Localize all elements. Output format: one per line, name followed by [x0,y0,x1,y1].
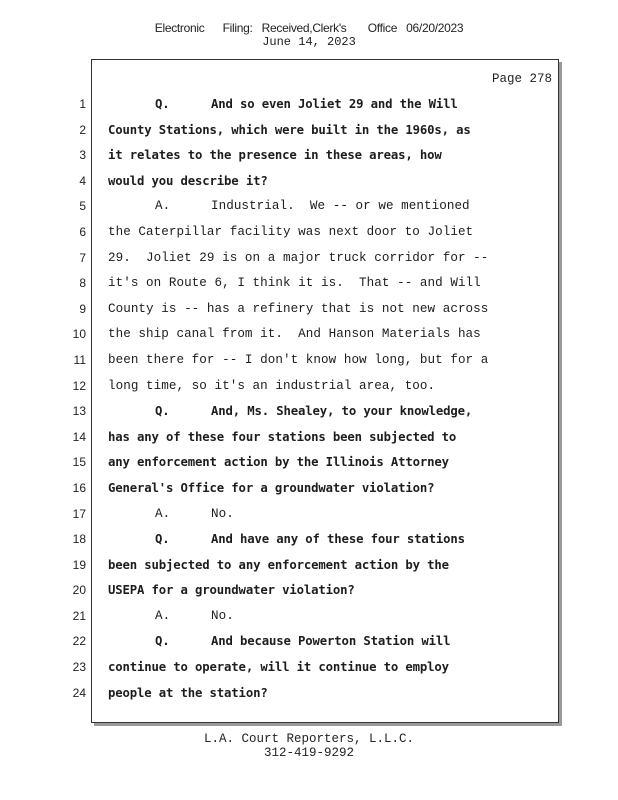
court-reporter-name: L.A. Court Reporters, L.L.C. [203,732,415,746]
line-number: 22 [72,634,86,649]
line-number: 15 [72,455,86,470]
transcript-line [108,246,548,272]
transcript-line [108,527,548,553]
answer-marker: A. [155,608,171,623]
page-number: Page 278 [491,72,552,86]
transcript-line-text: And because Powerton Station will [211,634,451,649]
line-number: 16 [72,480,86,495]
line-number: 7 [79,250,86,265]
transcript-line [108,322,548,348]
transcript-line [108,655,548,681]
line-number: 21 [72,608,86,623]
transcript-line-text: County is -- has a refinery that is not new across [108,301,489,316]
transcript-line [108,425,548,451]
transcript-line-text: been subjected to any enforcement action by the [108,557,449,572]
transcript-line [108,450,548,476]
transcript-line-text: continue to operate, will it continue to employ [108,660,449,675]
transcript-line-text: the ship canal from it. And Hanson Materials has [108,327,481,342]
transcript-line [108,399,548,425]
transcript-text [108,92,548,706]
line-number: 17 [72,506,86,521]
transcript-line-text: people at the station? [108,685,268,700]
transcript-line [108,118,548,144]
answer-marker: A. [155,506,171,521]
question-marker: Q. [155,634,170,649]
line-number: 6 [79,224,86,239]
transcript-line [108,297,548,323]
transcript-line-text: been there for -- I don't know how long, but for a [108,352,489,367]
transcript-date: June 14, 2023 [262,35,356,49]
transcript-line [108,92,548,118]
transcript-line [108,604,548,630]
transcript-line [108,194,548,220]
transcript-line [108,476,548,502]
question-marker: Q. [155,404,170,419]
line-number: 5 [79,199,86,214]
transcript-line [108,374,548,400]
transcript-line-text: long time, so it's an industrial area, too. [108,378,436,393]
question-marker: Q. [155,532,170,547]
transcript-line-text: it's on Route 6, I think it is. That -- and Will [108,276,481,291]
line-number: 20 [72,583,86,598]
line-number: 23 [72,660,86,675]
line-number: 9 [79,301,86,316]
transcript-line-text: Industrial. We -- or we mentioned [211,199,470,214]
transcript-line-text: any enforcement action by the Illinois Attorney [108,455,449,470]
line-number: 19 [72,557,86,572]
court-reporter-phone: 312-419-9292 [263,746,354,760]
transcript-line [108,681,548,707]
transcript-line-text: No. [211,608,234,623]
transcript-line-text: the Caterpillar facility was next door to Joliet [108,224,474,239]
transcript-line-text: And have any of these four stations [211,532,465,547]
transcript-line [108,629,548,655]
filing-stamp-header: Electronic Filing: Received,Clerk's Office 06/20/2023 [154,21,464,35]
transcript-line [108,220,548,246]
transcript-line-text: And so even Joliet 29 and the Will [211,97,458,111]
transcript-line-text: And, Ms. Shealey, to your knowledge, [211,404,473,419]
transcript-line-text: General's Office for a groundwater violation? [108,480,435,495]
transcript-line-text: County Stations, which were built in the 1960s, as [108,122,471,137]
transcript-line [108,553,548,579]
transcript-line-text: has any of these four stations been subjected to [108,429,457,444]
transcript-line [108,502,548,528]
transcript-line [108,271,548,297]
line-number: 3 [79,148,86,163]
transcript-line-text: USEPA for a groundwater violation? [108,583,355,598]
transcript-line [108,348,548,374]
line-number-column [40,92,86,706]
transcript-line-text: it relates to the presence in these areas, how [108,148,442,163]
line-number: 8 [79,276,86,291]
line-number: 24 [72,685,86,700]
line-number: 2 [79,122,86,137]
question-marker: Q. [155,97,170,111]
transcript-line-text: No. [211,506,234,521]
transcript-line-text: would you describe it? [108,173,268,188]
line-number: 11 [73,352,86,367]
line-number: 13 [72,404,86,419]
transcript-line [108,578,548,604]
line-number: 14 [72,429,86,444]
line-number: 12 [72,378,86,393]
transcript-line [108,143,548,169]
transcript-line [108,169,548,195]
transcript-line-text: 29. Joliet 29 is on a major truck corridor for -- [108,250,489,265]
line-number: 1 [79,97,86,111]
line-number: 4 [79,173,86,188]
answer-marker: A. [155,199,171,214]
line-number: 10 [72,327,86,342]
line-number: 18 [72,532,86,547]
